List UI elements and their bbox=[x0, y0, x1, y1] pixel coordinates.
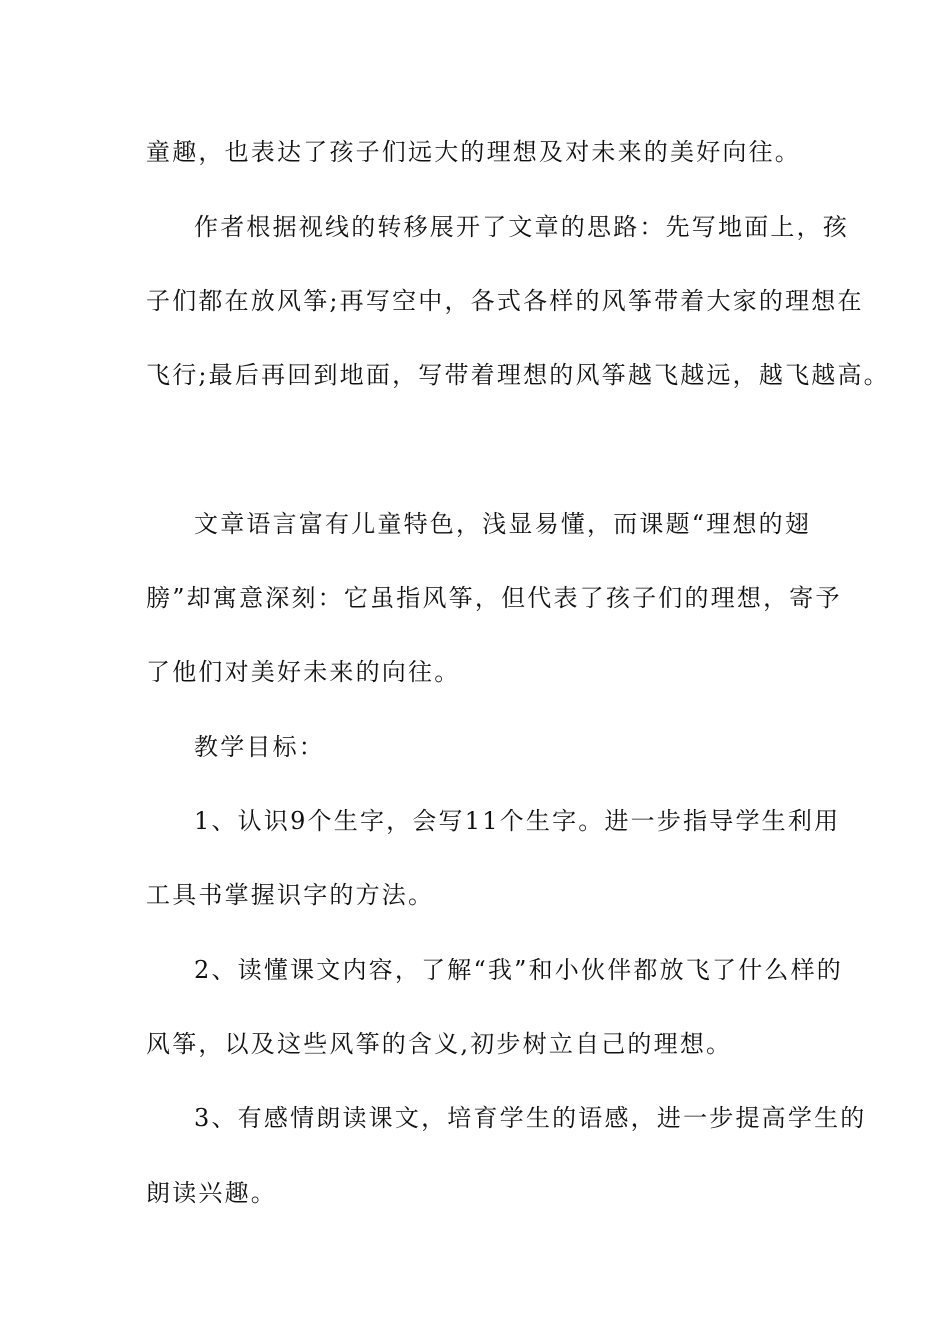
text-line: 朗读兴趣。 bbox=[146, 1179, 277, 1207]
text-line: 3、有感情朗读课文，培育学生的语感，进一步提高学生的 bbox=[194, 1104, 867, 1132]
text-line: 膀”却寓意深刻：它虽指风筝，但代表了孩子们的理想，寄予 bbox=[146, 584, 842, 612]
text-line: 文章语言富有儿童特色，浅显易懂，而课题“理想的翅 bbox=[194, 510, 812, 538]
text-line: 了他们对美好未来的向往。 bbox=[146, 658, 461, 686]
text-line: 子们都在放风筝;再写空中，各式各样的风筝带着大家的理想在 bbox=[146, 287, 864, 315]
text-line: 风筝，以及这些风筝的含义,初步树立自己的理想。 bbox=[146, 1030, 733, 1058]
text-line: 童趣，也表达了孩子们远大的理想及对未来的美好向往。 bbox=[146, 138, 801, 166]
text-line: 2、读懂课文内容，了解“我”和小伙伴都放飞了什么样的 bbox=[194, 956, 844, 984]
text-line: 工具书掌握识字的方法。 bbox=[146, 881, 435, 909]
text-line: 飞行;最后再回到地面，写带着理想的风筝越飞越远，越飞越高。 bbox=[146, 361, 890, 389]
section-heading: 教学目标： bbox=[194, 733, 325, 761]
text-line: 1、认识9个生字，会写11个生字。进一步指导学生利用 bbox=[194, 807, 841, 835]
text-line: 作者根据视线的转移展开了文章的思路：先写地面上，孩 bbox=[194, 213, 849, 241]
